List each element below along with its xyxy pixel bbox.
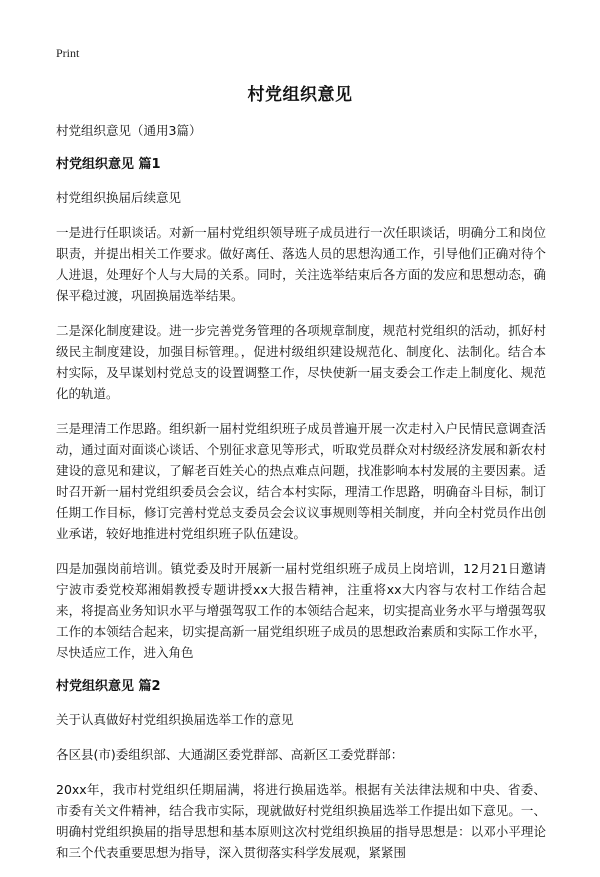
- paragraph: 各区县(市)委组织部、大通湖区委党群部、高新区工委党群部：: [56, 747, 404, 762]
- paragraph: 四是加强岗前培训。镇党委及时开展新一届村党组织班子成员上岗培训，12月21日邀请宁波市委党校郑湘娟教授专题讲授xx大报告精神，注重将xx大内容与农村工作结合起来，将提高业务知识水平与增强驾驭工作的本领结合起来，切实提高业务水平与增强驾驭工作的本领结合起来，切实提高新一届党组织班子成员的思想政治素质和实际工作水平，尽快适应工作，进入角色: [56, 561, 546, 660]
- document-subtitle: 村党组织意见（通用3篇）: [56, 123, 202, 138]
- page-title: 村党组织意见: [247, 85, 353, 105]
- paragraph: 三是理清工作思路。组织新一届村党组织班子成员普遍开展一次走村入户民情民意调查活动，通过面对面谈心谈话、个别征求意见等形式，听取党员群众对村级经济发展和新农村建设的意见和建议，了解老百姓关心的热点难点问题，找准影响本村发展的主要因素。适时召开新一届村党组织委员会会议，结合本村实际，理清工作思路，明确奋斗目标，制订任期工作目标，修订完善村党总支委员会会议议事规则等相关制度，并向全村党员作出创业承诺，较好地推进村党组织班子队伍建设。: [56, 421, 546, 541]
- section-heading: 村党组织意见 篇2: [56, 679, 161, 694]
- paragraph: 关于认真做好村党组织换届选举工作的意见: [56, 712, 294, 727]
- paragraph: 一是进行任职谈话。对新一届村党组织领导班子成员进行一次任职谈话，明确分工和岗位职责，并提出相关工作要求。做好离任、落选人员的思想沟通工作，引导他们正确对待个人进退，处理好个人与大局的关系。同时，关注选举结束后各方面的发应和思想动态，确保平稳过渡，巩固换届选举结果。: [56, 225, 546, 303]
- document-body: [56, 120, 546, 877]
- section-heading: 村党组织意见 篇1: [56, 157, 161, 172]
- paragraph: 20xx年，我市村党组织任期届满，将进行换届选举。根据有关法律法规和中央、省委、市委有关文件精神，结合我市实际，现就做好村党组织换届选举工作提出如下意见。一、明确村党组织换届的指导思想和基本原则这次村党组织换届的指导思想是：以邓小平理论和三个代表重要思想为指导，深入贯彻落实科学发展观，紧紧围: [56, 782, 546, 860]
- paragraph: 村党组织换届后续意见: [56, 190, 182, 205]
- print-link[interactable]: Print: [56, 46, 80, 60]
- paragraph: 二是深化制度建设。进一步完善党务管理的各项规章制度，规范村党组织的活动，抓好村级民主制度建设，加强目标管理。，促进村级组织建设规范化、制度化、法制化。结合本村实际，及早谋划村党总支的设置调整工作，尽快使新一届支委会工作走上制度化、规范化的轨道。: [56, 323, 546, 401]
